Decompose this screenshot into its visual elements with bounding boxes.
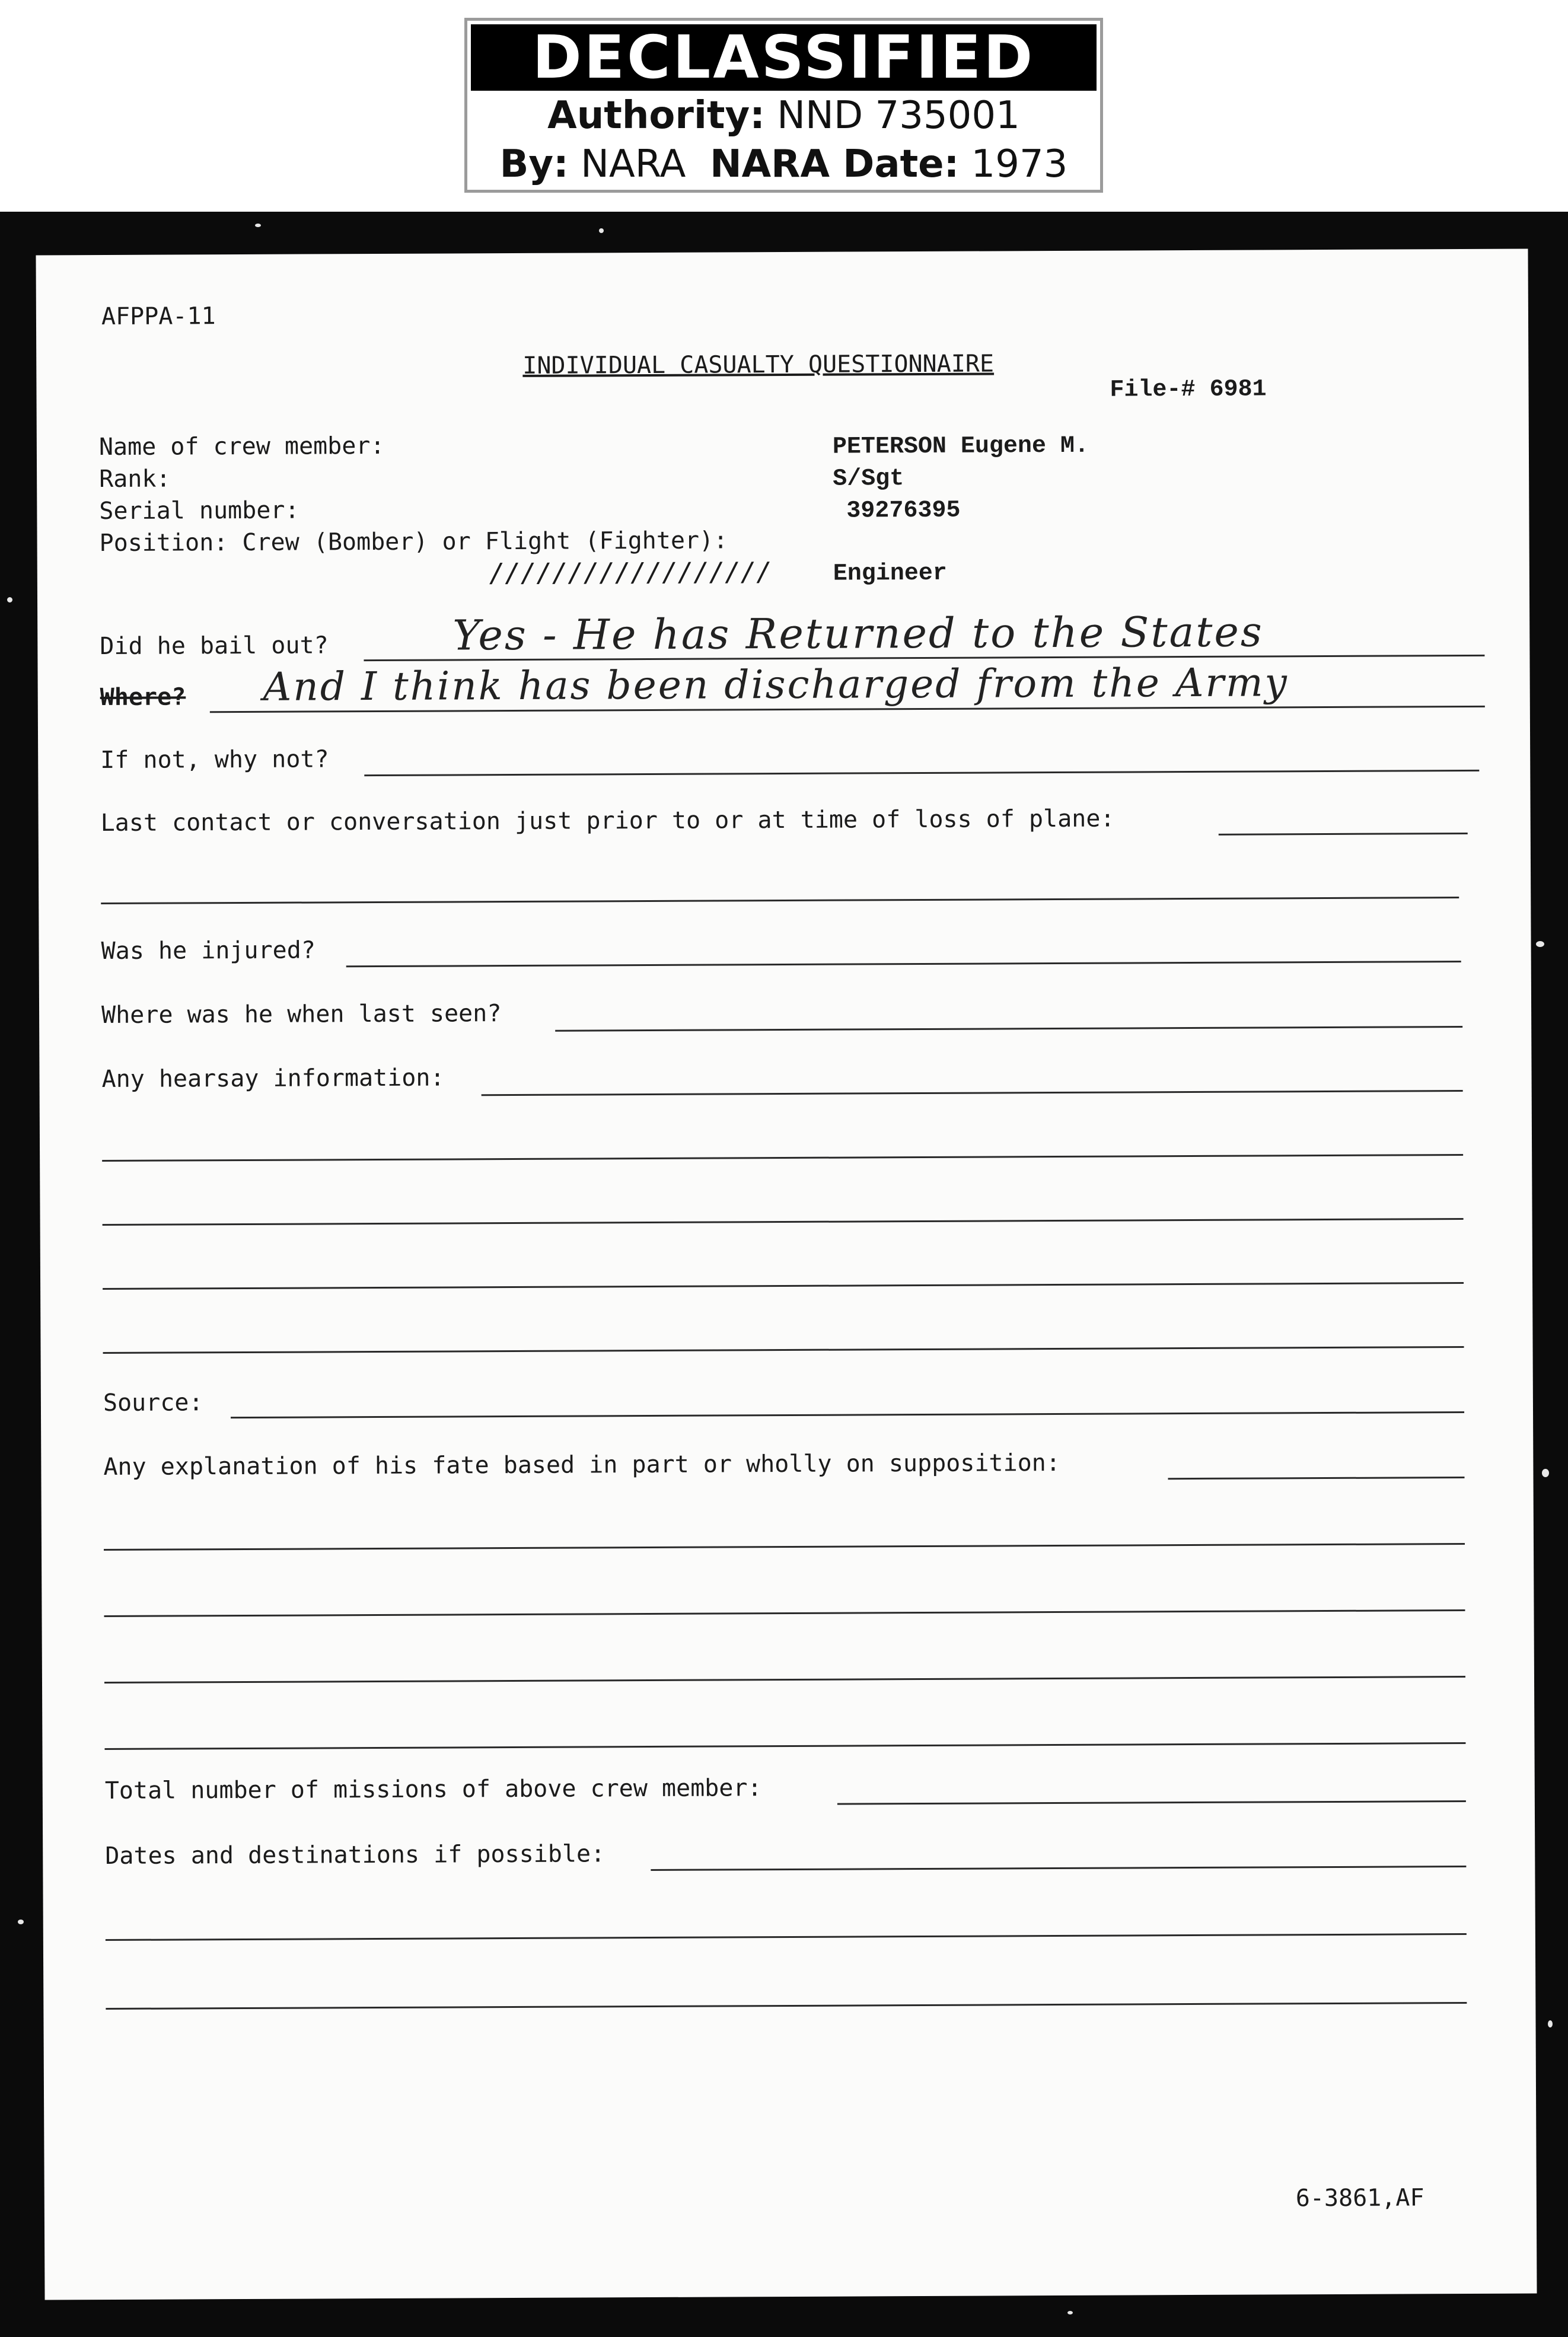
hearsay-line-3 xyxy=(103,1218,1464,1226)
missions-line xyxy=(837,1800,1466,1805)
bail-out-label: Did he bail out? xyxy=(100,632,329,661)
form-title: INDIVIDUAL CASUALTY QUESTIONNAIRE xyxy=(522,350,995,380)
source-line xyxy=(231,1411,1464,1418)
dust-speck xyxy=(599,228,604,233)
last-contact-line xyxy=(1219,833,1468,836)
last-contact-label: Last contact or conversation just prior to or at time of loss of plane: xyxy=(100,805,1115,837)
explanation-label: Any explanation of his fate based in part or wholly on supposition: xyxy=(103,1449,1060,1481)
explanation-line-5 xyxy=(104,1742,1465,1750)
explanation-line xyxy=(1168,1477,1465,1480)
dates-label: Dates and destinations if possible: xyxy=(105,1840,605,1870)
serial-value: 39276395 xyxy=(846,497,961,525)
stamp-by-value: NARA xyxy=(581,142,686,186)
last-seen-label: Where was he when last seen? xyxy=(101,1000,502,1029)
footer-form-code: 6-3861,AF xyxy=(1295,2184,1424,2212)
dates-line xyxy=(651,1866,1466,1871)
missions-label: Total number of missions of above crew member: xyxy=(104,1774,762,1805)
dates-line-2 xyxy=(106,1933,1467,1941)
last-contact-line-2 xyxy=(101,897,1459,904)
questionnaire-page xyxy=(36,249,1537,2300)
form-code: AFPPA-11 xyxy=(101,302,216,331)
injured-label: Was he injured? xyxy=(101,936,315,965)
rank-label: Rank: xyxy=(99,465,171,493)
hearsay-line-5 xyxy=(103,1346,1464,1354)
stamp-authority-line xyxy=(467,91,1100,141)
injured-line xyxy=(346,961,1461,967)
position-slashes: ////////////////// xyxy=(489,557,772,589)
crew-name-value: PETERSON Eugene M. xyxy=(832,432,1089,461)
dates-line-3 xyxy=(106,2002,1467,2010)
serial-label: Serial number: xyxy=(99,496,299,525)
stamp-date-value: 1973 xyxy=(971,142,1068,186)
file-number: File-# 6981 xyxy=(1110,376,1267,404)
dust-speck xyxy=(18,1920,24,1924)
explanation-line-4 xyxy=(104,1676,1465,1684)
explanation-line-2 xyxy=(104,1543,1465,1551)
hearsay-line xyxy=(482,1090,1463,1096)
bail-out-answer: Yes - He has Returned to the States xyxy=(452,607,1264,660)
source-label: Source: xyxy=(103,1389,203,1417)
dust-speck xyxy=(1542,1469,1549,1477)
if-not-line xyxy=(364,770,1479,776)
stamp-by-line xyxy=(467,139,1100,189)
stamp-authority-value: NND 735001 xyxy=(777,94,1020,138)
stamp-by-label: By: xyxy=(499,142,569,186)
hearsay-line-4 xyxy=(103,1282,1464,1290)
explanation-line-3 xyxy=(104,1609,1465,1617)
stamp-authority-label: Authority: xyxy=(547,94,765,138)
last-seen-line xyxy=(555,1026,1462,1032)
dust-speck xyxy=(1067,2311,1073,2314)
rank-value: S/Sgt xyxy=(833,466,904,493)
position-value: Engineer xyxy=(833,560,947,588)
dust-speck xyxy=(1548,2020,1553,2027)
position-label: Position: Crew (Bomber) or Flight (Fighter): xyxy=(99,527,728,557)
dust-speck xyxy=(7,597,12,602)
dust-speck xyxy=(1536,941,1544,947)
hearsay-label: Any hearsay information: xyxy=(101,1064,445,1093)
if-not-label: If not, why not? xyxy=(100,745,329,774)
where-label: Where? xyxy=(100,683,186,712)
declassified-stamp xyxy=(464,18,1103,193)
dust-speck xyxy=(255,224,261,227)
crew-name-label: Name of crew member: xyxy=(98,432,385,461)
stamp-date-label: NARA Date: xyxy=(710,142,960,186)
hearsay-line-2 xyxy=(102,1154,1463,1162)
stamp-title: DECLASSIFIED xyxy=(471,24,1097,91)
where-answer: And I think has been discharged from the Army xyxy=(263,659,1289,710)
